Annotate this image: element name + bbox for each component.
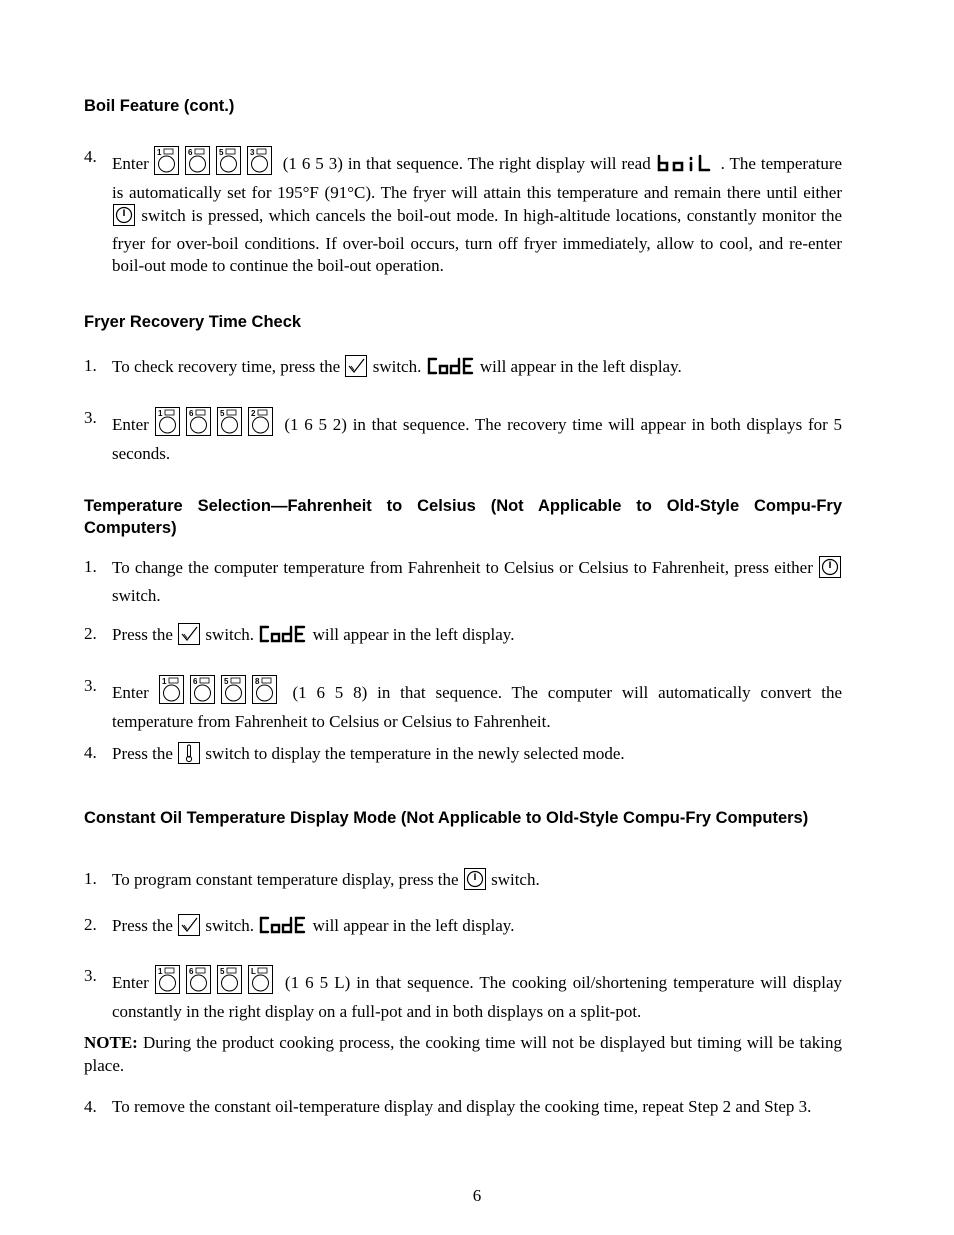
keypad-key-label: 1 [156,148,162,157]
power-switch-icon [819,556,841,585]
keypad-key-icon [221,675,246,711]
keypad-key-label: 6 [188,967,194,976]
heading-temperature-selection: Temperature Selection—Fahrenheit to Celsius (Not Applicable to Old-Style Compu-Fry Computers) [84,497,842,537]
keypad-key-label: 5 [223,677,229,686]
temp-step-1: 1. To change the computer temperature from Fahrenheit to Celsius or Celsius to Fahrenheit, press either switch. [84,556,842,607]
heading-constant-oil-temp: Constant Oil Temperature Display Mode (Not Applicable to Old-Style Compu-Fry Computers) [84,809,809,827]
keypad-key-label: 8 [254,677,260,686]
keypad-key-label: 1 [157,967,163,976]
heading-boil-feature: Boil Feature (cont.) [84,97,235,115]
keypad-key-icon [248,407,273,443]
thermometer-switch-icon [178,742,200,771]
keypad-key-label: 1 [161,677,167,686]
keypad-key-label: 6 [188,409,194,418]
constant-step-1: 1. To program constant temperature display, press the switch. [84,868,842,897]
keypad-key-icon [155,965,180,1001]
recovery-step-1: 1. To check recovery time, press the switch. will appear in the left display. [84,355,842,384]
keypad-key-label: 5 [219,409,225,418]
keypad-key-label: 5 [219,967,225,976]
keypad-key-label: 3 [249,148,255,157]
keypad-key-label: L [250,967,256,976]
power-switch-icon [113,204,135,233]
keypad-key-label: 1 [157,409,163,418]
keypad-key-icon [217,965,242,1001]
page-number: 6 [472,1186,482,1205]
constant-step-4: 4. To remove the constant oil-temperature display and display the cooking time, repeat Step 2 and Step 3. [84,1097,812,1116]
keypad-sequence [155,409,279,434]
note-block: NOTE: During the product cooking process, the cooking time will not be displayed but timing will be taking place. [84,1033,842,1075]
keypad-key-label: 5 [218,148,224,157]
keypad-key-icon [252,675,277,711]
constant-step-2: 2. Press the switch. will appear in the left display. [84,914,842,943]
boil-display-icon [656,153,716,173]
recovery-step-3: 3. Enter 1 6 5 2 (1 6 5 2) in that sequence. The recovery time will appear in both displays for 5 seconds. [84,408,843,463]
keypad-key-icon [154,146,179,182]
keypad-key-label: 6 [192,677,198,686]
keypad-key-label: 2 [250,409,256,418]
keypad-key-icon [186,407,211,443]
keypad-key-icon [185,146,210,182]
segment-display-boil [656,153,716,180]
keypad-sequence [155,967,279,992]
temp-step-4: 4. Press the switch to display the temperature in the newly selected mode. [84,742,842,771]
code-display-icon [258,915,308,942]
keypad-key-icon [217,407,242,443]
keypad-sequence [159,677,283,702]
keypad-key-icon [248,965,273,1001]
check-switch-icon [345,355,367,384]
boil-step-4: 4. Enter 1 6 5 3 (1 6 5 3) in that sequence. The right display will read . The temperature is automatically set for 195°F (91°C). The fryer will attain this temperature and remain there until either switch is pressed, which cancels the boil-out mode. In high-altitude locations, constantly monitor the fryer for over-boil conditions. If over-boil occurs, turn off fryer immediately, allow to cool, and re-enter boil-out mode to continue the boil-out operation. [84,147,843,275]
boil-display-text [721,146,722,147]
power-switch-icon [464,868,486,897]
keypad-sequence [154,148,278,173]
keypad-key-label: 6 [187,148,193,157]
code-display-icon [258,624,308,651]
heading-recovery-time: Fryer Recovery Time Check [84,313,302,331]
keypad-key-icon [186,965,211,1001]
keypad-key-icon [190,675,215,711]
keypad-key-icon [247,146,272,182]
temp-step-2: 2. Press the switch. will appear in the left display. [84,623,842,652]
constant-step-3: 3. Enter 1 6 5 L (1 6 5 L) in that sequence. The cooking oil/shortening temperature will display constantly in the right display on a full-pot and in both displays on a split-pot. [84,966,842,1021]
keypad-key-icon [159,675,184,711]
check-switch-icon [178,914,200,943]
check-switch-icon [178,623,200,652]
code-display-icon [426,356,476,383]
keypad-key-icon [216,146,241,182]
keypad-key-icon [155,407,180,443]
temp-step-3: 3. Enter 1 6 5 8 (1 6 5 8) in that sequence. The computer will automatically convert the temperature from Fahrenheit to Celsius or Celsius to Fahrenheit. [84,676,842,731]
